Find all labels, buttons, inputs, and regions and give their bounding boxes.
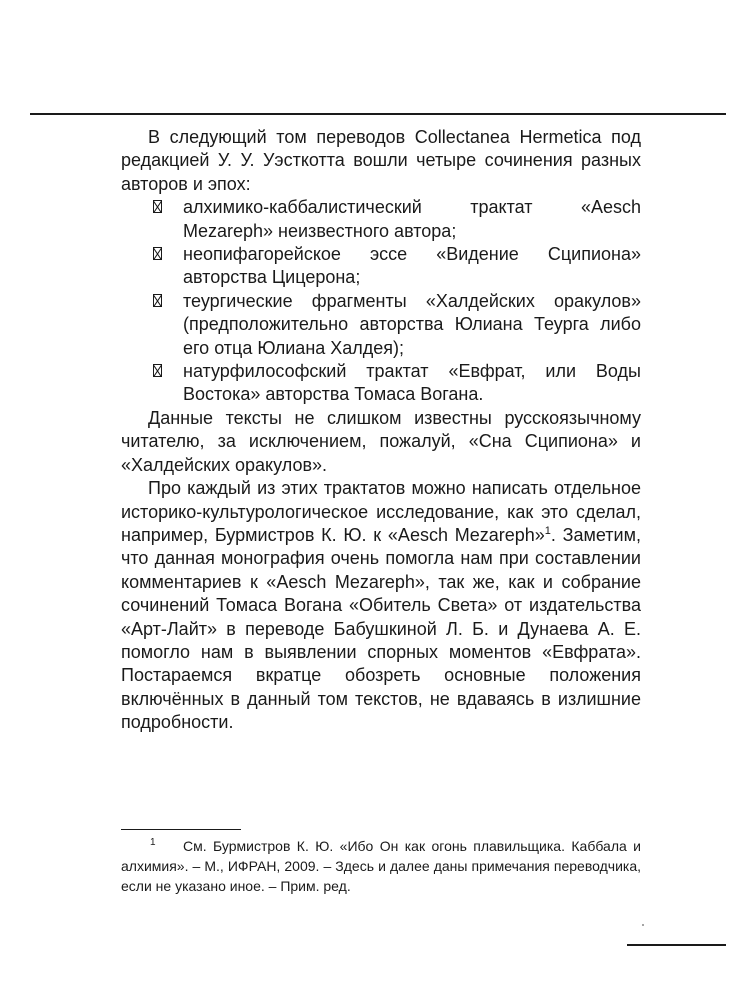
list-item [121, 360, 641, 407]
list-item [121, 196, 641, 243]
footnote-mark: 1 [150, 837, 156, 848]
box-bullet-icon [153, 200, 162, 213]
box-bullet-icon [153, 247, 162, 260]
list-item [121, 290, 641, 360]
paragraph-readers: Данные тексты не слишком известны русскоязычному читателю, за исключением, пожалуй, «Сна Сципиона» и «Халдейских оракулов». [121, 407, 641, 475]
header-rule [30, 113, 726, 115]
box-bullet-icon [153, 364, 162, 377]
list-item-text: натурфилософский трактат «Евфрат, или Воды Востока» авторства Томаса Вогана. [183, 361, 641, 405]
paragraph-studies [121, 477, 641, 734]
paragraph-studies-part1: Про каждый из этих трактатов можно написать отдельное историко-культурологическое исследование, как это сделал, например, Бурмистров К. Ю. к «Aesch Mezareph» [121, 478, 641, 545]
list-item [121, 243, 641, 290]
footer-rule [627, 944, 726, 946]
footnote-reference[interactable]: 1 [544, 524, 551, 537]
list-item-text: теургические фрагменты «Халдейских оракулов» (предположительно авторства Юлиана Теурга либо его отца Юлиана Халдея); [183, 290, 641, 358]
main-text [121, 126, 641, 735]
paragraph-studies-part2: . Заметим, что данная монография очень помогла нам при составлении комментариев к «Aesch Mezareph», так же, как и собрание сочинений Томаса Вогана «Обитель Света» от издательства «Арт-Лайт» в переводе Бабушкиной Л. Б. и Дунаева А. Е. помогло нам в выявлении спорных моментов «Евфрата». Постараемся вкратце обозреть основные положения включённых в данный том текстов, не вдаваясь в излишние подробности. [121, 524, 641, 733]
list-item-text: неопифагорейское эссе «Видение Сципиона» авторства Цицерона; [183, 244, 641, 288]
page-speck [642, 924, 644, 926]
footnote-rule [121, 829, 241, 830]
works-list [121, 196, 641, 407]
footnote-text: См. Бурмистров К. Ю. «Ибо Он как огонь плавильщика. Каббала и алхимия». – М., ИФРАН, 2009. – Здесь и далее даны примечания переводчика, если не указано иное. – Прим. ред. [121, 838, 641, 894]
footnote [121, 836, 641, 896]
intro-paragraph: В следующий том переводов Collectanea Hermetica под редакцией У. У. Уэсткотта вошли четыре сочинения разных авторов и эпох: [121, 127, 641, 194]
box-bullet-icon [153, 294, 162, 307]
list-item-text: алхимико-каббалистический трактат «Aesch Mezareph» неизвестного автора; [183, 197, 641, 241]
